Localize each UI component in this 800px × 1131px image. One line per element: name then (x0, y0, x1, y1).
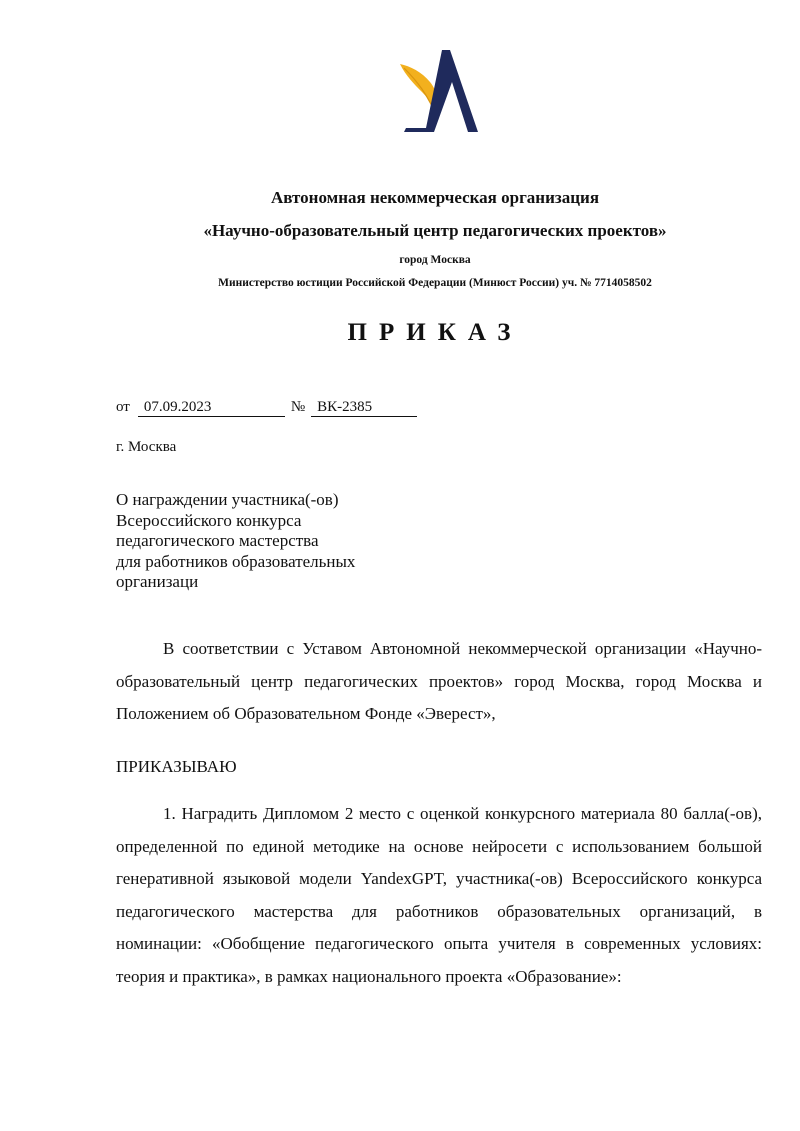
feather-letter-a-logo (396, 48, 486, 138)
organization-name: «Научно-образовательный центр педагогических проектов» (203, 221, 667, 240)
document-title: ПРИКАЗ (347, 319, 523, 346)
order-number: ВК-2385 (311, 398, 417, 417)
order-city: г. Москва (116, 439, 177, 455)
subject-line: О награждении участника(-ов) (116, 490, 339, 509)
organization-registration: Министерство юстиции Российской Федерации (Минюст России) уч. № 7714058502 (218, 277, 652, 289)
subject-line: педагогического мастерства (116, 531, 319, 550)
letter-a-icon (404, 50, 478, 132)
order-subject (116, 490, 436, 593)
award-paragraph: 1. Наградить Дипломом 2 место с оценкой конкурсного материала 80 балла(-ов), определенной по единой методике на основе нейросети с использованием большой генеративной языковой модели YandexGPT, участника(-ов) Всероссийского конкурса педагогического мастерства для работников образовательных организаций, в номинации: «Обобщение педагогического опыта учителя в современных условиях: теория и практика», в рамках национального проекта «Образование»: (116, 804, 762, 986)
subject-line: для работников образовательных (116, 551, 356, 571)
order-word: ПРИКАЗЫВАЮ (116, 757, 237, 776)
preamble-paragraph: В соответствии с Уставом Автономной некоммерческой организации «Научно-образовательный центр педагогических проектов» город Москва, город Москва и Положением об Образовательном Фонде «Эверест», (116, 639, 762, 723)
number-label: № (290, 399, 306, 415)
organization-type: Автономная некоммерческая организация (270, 188, 600, 207)
organization-city: город Москва (399, 254, 471, 266)
order-date-number-line (116, 397, 417, 417)
subject-line: Всероссийского конкурса (116, 510, 302, 530)
order-date: 07.09.2023 (138, 398, 285, 417)
subject-line: организаци (116, 572, 199, 591)
date-label: от (116, 399, 130, 415)
